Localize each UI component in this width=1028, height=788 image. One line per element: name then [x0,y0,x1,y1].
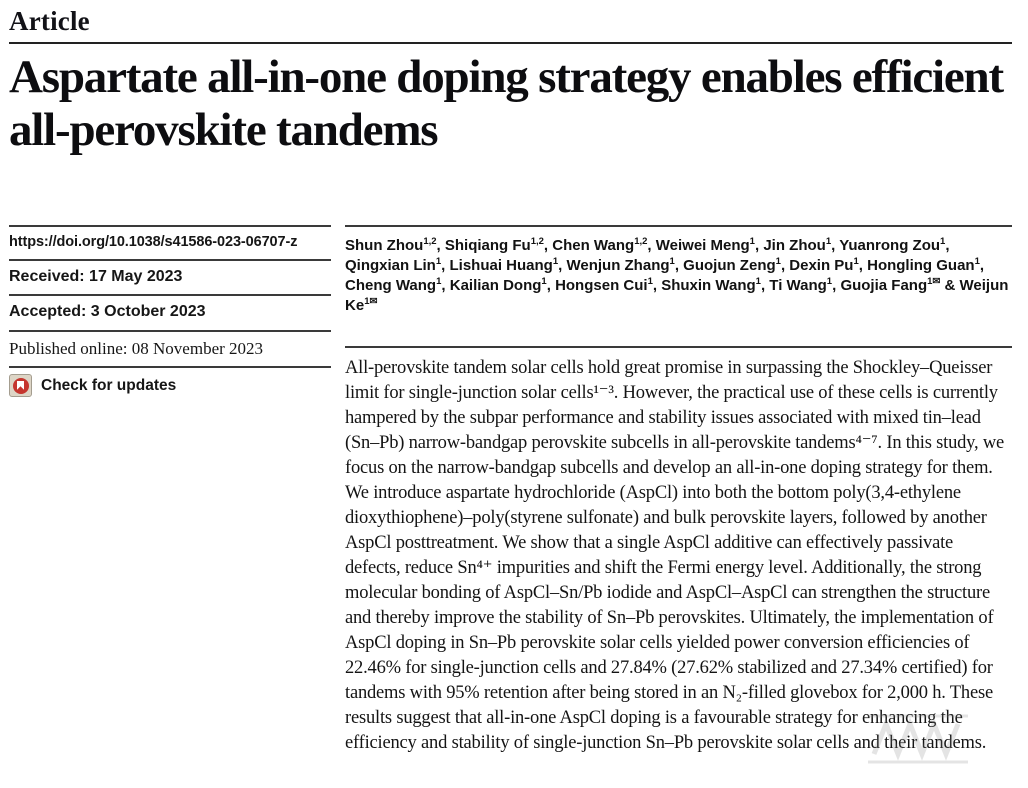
article-main-column [345,225,1012,756]
article-meta-sidebar [9,225,331,756]
author: Cheng Wang$^1$ [345,276,442,295]
accepted-date: Accepted: 3 October 2023 [9,294,331,329]
author: Shun Zhou$^{1,2}$ [345,236,437,255]
author: Weijun $Ke^{1✉}$ [345,277,1009,315]
author: Yuanrong Zou$^1$ [839,236,946,255]
author: Weiwei Meng$^1$ [655,236,755,255]
author: Shiqiang Fu$^{1,2}$ [444,236,544,255]
author: Guojun Zeng$^1$ [683,256,781,275]
author: Wenjun Zhang$^1$ [566,256,675,275]
author: Kailian Dong$^1$ [449,276,547,295]
crossmark-icon [9,374,32,397]
author: Chen Wang$^{1,2}$ [552,236,648,255]
author: Shuxin Wang$^1$ [661,276,761,295]
check-for-updates-label: Check for updates [41,376,177,394]
published-online-date: Published online: 08 November 2023 [9,330,331,367]
received-date: Received: 17 May 2023 [9,259,331,294]
author-list: Shun Zhou$^{1,2}$, Shiqiang Fu$^{1,2}$, Chen Wang$^{1,2}$, Weiwei Meng$^1$, Jin Zhou$^1$, Yuanrong Zou$^1$, Qingxian Lin$^1$, Lishuai Huang$^1$, Wenjun Zhang$^1$, Guojun Zeng$^1$, Dexin Pu$^1$, Hongling Guan$^1$, Cheng Wang$^1$, Kailian Dong$^1$, Hongsen Cui$^1$, Shuxin Wang$^1$, Ti Wang$^1$, Guojia Fang$^{1✉}$ & Weijun $Ke^{1✉}$ [345,225,1012,316]
article-kicker: Article [9,6,90,36]
author: Jin Zhou$^1$ [763,236,832,255]
author: Qingxian Lin$^1$ [345,256,442,275]
content-columns [9,225,1012,756]
doi-link[interactable]: https://doi.org/10.1038/s41586-023-06707-z [9,225,331,259]
header-rule [9,42,1012,44]
author: Dexin Pu$^1$ [789,256,859,275]
author: Hongling Guan$^1$ [867,256,980,275]
article-title: Aspartate all-in-one doping strategy enables efficient all-perovskite tandems [9,51,1003,157]
abstract-text: All-perovskite tandem solar cells hold great promise in surpassing the Shockley–Queisser limit for single-junction solar cells¹⁻³. However, the practical use of these cells is currently hampered by the subpar performance and stability issues associated with mixed tin–lead (Sn–Pb) narrow-bandgap perovskite subcells in all-perovskite tandems⁴⁻⁷. In this study, we focus on the narrow-bandgap subcells and develop an all-in-one doping strategy for them. We introduce aspartate hydrochloride (AspCl) into both the bottom poly(3,4-ethylene dioxythiophene)–poly(styrene sulfonate) and bulk perovskite layers, followed by another AspCl posttreatment. We show that a single AspCl additive can effectively passivate defects, reduce Sn⁴⁺ impurities and shift the Fermi energy level. Additionally, the strong molecular bonding of AspCl–Sn/Pb iodide and AspCl–AspCl can strengthen the structure and thereby improve the stability of Sn–Pb perovskites. Ultimately, the implementation of AspCl doping in Sn–Pb perovskite solar cells yielded power conversion efficiencies of 22.46% for single-junction cells and 27.84% (27.62% stabilized and 27.34% certified) for tandems with 95% retention after being stored in an N₂-filled glovebox for 2,000 h. These results suggest that all-in-one AspCl doping is a favourable strategy for enhancing the efficiency and stability of single-junction Sn–Pb perovskite solar cells and their tandems. [345,346,1012,756]
author: Lishuai Huang$^1$ [449,256,559,275]
author: Guojia Fang$^{1✉}$ [840,276,941,295]
author: Ti Wang$^1$ [769,276,833,295]
author: Hongsen Cui$^1$ [555,276,653,295]
check-for-updates-button[interactable] [9,366,331,403]
